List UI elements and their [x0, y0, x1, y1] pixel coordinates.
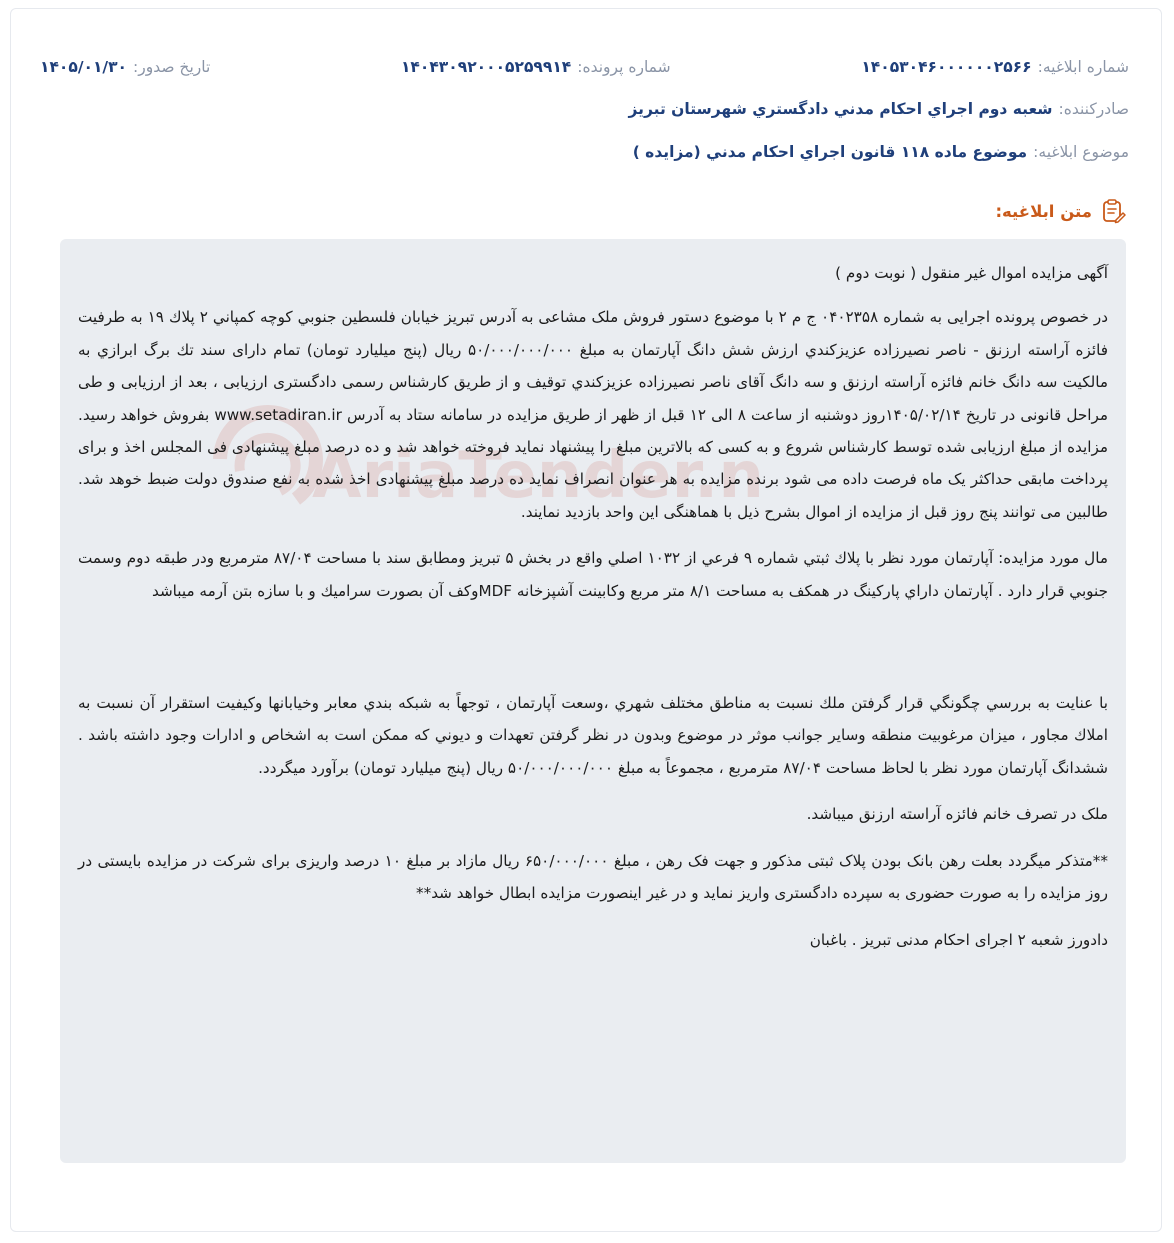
paragraph-spacer [78, 621, 1108, 687]
document-text-icon [1100, 198, 1126, 224]
issue-date-value: ۱۴۰۵/۰۱/۳۰ [40, 58, 128, 76]
notice-paragraph-possession: ملک در تصرف خانم فائزه آراسته ارزنق میباشد. [806, 805, 1108, 824]
case-number-label: شماره پرونده: [577, 58, 671, 76]
notice-text-heading [995, 198, 1126, 224]
notice-number-label: شماره ابلاغیه: [1037, 58, 1129, 76]
issue-date-field [40, 58, 210, 76]
notice-heading: آگهی مزایده اموال غیر منقول ( نوبت دوم ) [835, 264, 1108, 282]
issue-date-label: تاریخ صدور: [133, 58, 211, 76]
subject-label: موضوع ابلاغیه: [1033, 143, 1129, 161]
notice-number-field [861, 58, 1129, 76]
notice-paragraph-valuation: با عنايت به بررسي چگونگي قرار گرفتن ملك نسبت به مناطق مختلف شهري ،وسعت آپارتمان ، توجهاً به شبكه بندي معابر وخيابانها وكيفيت استقرار آن نسبت به املاك مجاور ، ميزان مرغوبيت منطقه وساير جوانب موثر در موضوع وبدون در نظر گرفتن تعهدات و ديوني كه ممكن است به اشخاص و ادارات وجود داشته باشد . ششدانگ آپارتمان مورد نظر با لحاظ مساحت ۸۷/۰۴ مترمربع ، مجموعاً به مبلغ ۵۰/۰۰۰/۰۰۰/۰۰۰ ريال (پنج ميليارد تومان) برآورد ميگردد. [78, 694, 1108, 777]
notice-signature: دادورز شعبه ۲ اجرای احکام مدنی تبریز . باغبان [809, 930, 1108, 949]
notice-text-title: متن ابلاغیه: [995, 201, 1092, 221]
issuer-value: شعبه دوم اجراي احكام مدني دادگستري شهرستان تبريز [628, 100, 1053, 118]
meta-row-numbers [40, 58, 1129, 76]
notice-paragraph-auction: در خصوص پرونده اجرایی به شماره ۰۴۰۲۳۵۸ ج م ۲ با موضوع دستور فروش ملک مشاعی به آدرس تبريز خيابان فلسطين جنوبي كوچه كمپاني ۲ پلاك ۱۹ به طرفیت فائزه آراسته ارزنق - ناصر نصيرزاده عزيزكندي ارزش شش دانگ آپارتمان به مبلغ ۵۰/۰۰۰/۰۰۰/۰۰۰ ریال (پنج میلیارد تومان) تمام دارای سند تك برگ ابرازي به مالكيت سه دانگ خانم فائزه آراسته ارزنق و سه دانگ آقای ناصر نصيرزاده عزيزكندي توقيف و از طريق کارشناس رسمی دادگستری ارزیابی ، بعد از ارزیابی و طی مراحل قانونی در تاریخ ۱۴۰۵/۰۲/۱۴روز دوشنبه از ساعت ۸ الی ۱۲ قبل از ظهر از طریق مزایده در سامانه ستاد به آدرس www.setadiran.ir بفروش خواهد رسید. مزایده از مبلغ ارزیابی شده توسط کارشناس شروع و به کسی که بالاترین مبلغ را پیشنهاد نماید فروخته خواهد شد و ده درصد مبلغ پیشنهادی فی المجلس اخذ و برای پرداخت مابقی حداکثر یک ماه فرصت داده می شود برنده مزایده به هر عنوان انصراف نماید ده درصد مبلغ پیشنهادی اخذ شده به نفع صندوق دولت ضبط خوهد شد. طالبین می توانند پنج روز قبل از مزایده از اموال بشرح ذیل با هماهنگی این واحد بازدید نمایند. [78, 308, 1108, 521]
notice-number-value: ۱۴۰۵۳۰۴۶۰۰۰۰۰۰۲۵۶۶ [861, 58, 1032, 76]
watermark-text: AriaTender.n [312, 439, 760, 513]
issuer-label: صادرکننده: [1058, 100, 1129, 118]
meta-row-subject [40, 143, 1129, 161]
notice-paragraph-mortgage: **متذکر میگردد بعلت رهن بانک بودن پلاک ثبتی مذکور و جهت فک رهن ، مبلغ ۶۵۰/۰۰۰/۰۰۰ ریال مازاد بر مبلغ ۱۰ درصد واریزی برای شرکت در مزایده بایستی در روز مزایده را به صورت حضوری به سپرده دادگستری واریز نماید و در غیر اینصورت مزایده ابطال خواهد شد** [78, 851, 1108, 903]
notice-paragraph-property: مال مورد مزایده: آپارتمان مورد نظر با پلاك ثبتي شماره ۹ فرعي از ۱۰۳۲ اصلي واقع در بخش ۵ تبريز ومطابق سند با مساحت ۸۷/۰۴ مترمربع ودر طبقه دوم وسمت جنوبي قرار دارد . آپارتمان داراي پاركينگ در همكف به مساحت ۸/۱ متر مربع وكابينت آشپزخانه MDFوكف آن بصورت سراميك و با سازه بتن آرمه ميباشد [78, 549, 1108, 600]
meta-row-issuer [40, 100, 1129, 118]
subject-value: موضوع ماده ۱۱۸ قانون اجراي احكام مدني (مزايده ) [632, 143, 1028, 161]
notice-body-panel [60, 239, 1126, 1163]
case-number-field [401, 58, 671, 76]
case-number-value: ۱۴۰۴۳۰۹۲۰۰۰۵۲۵۹۹۱۴ [400, 58, 572, 76]
